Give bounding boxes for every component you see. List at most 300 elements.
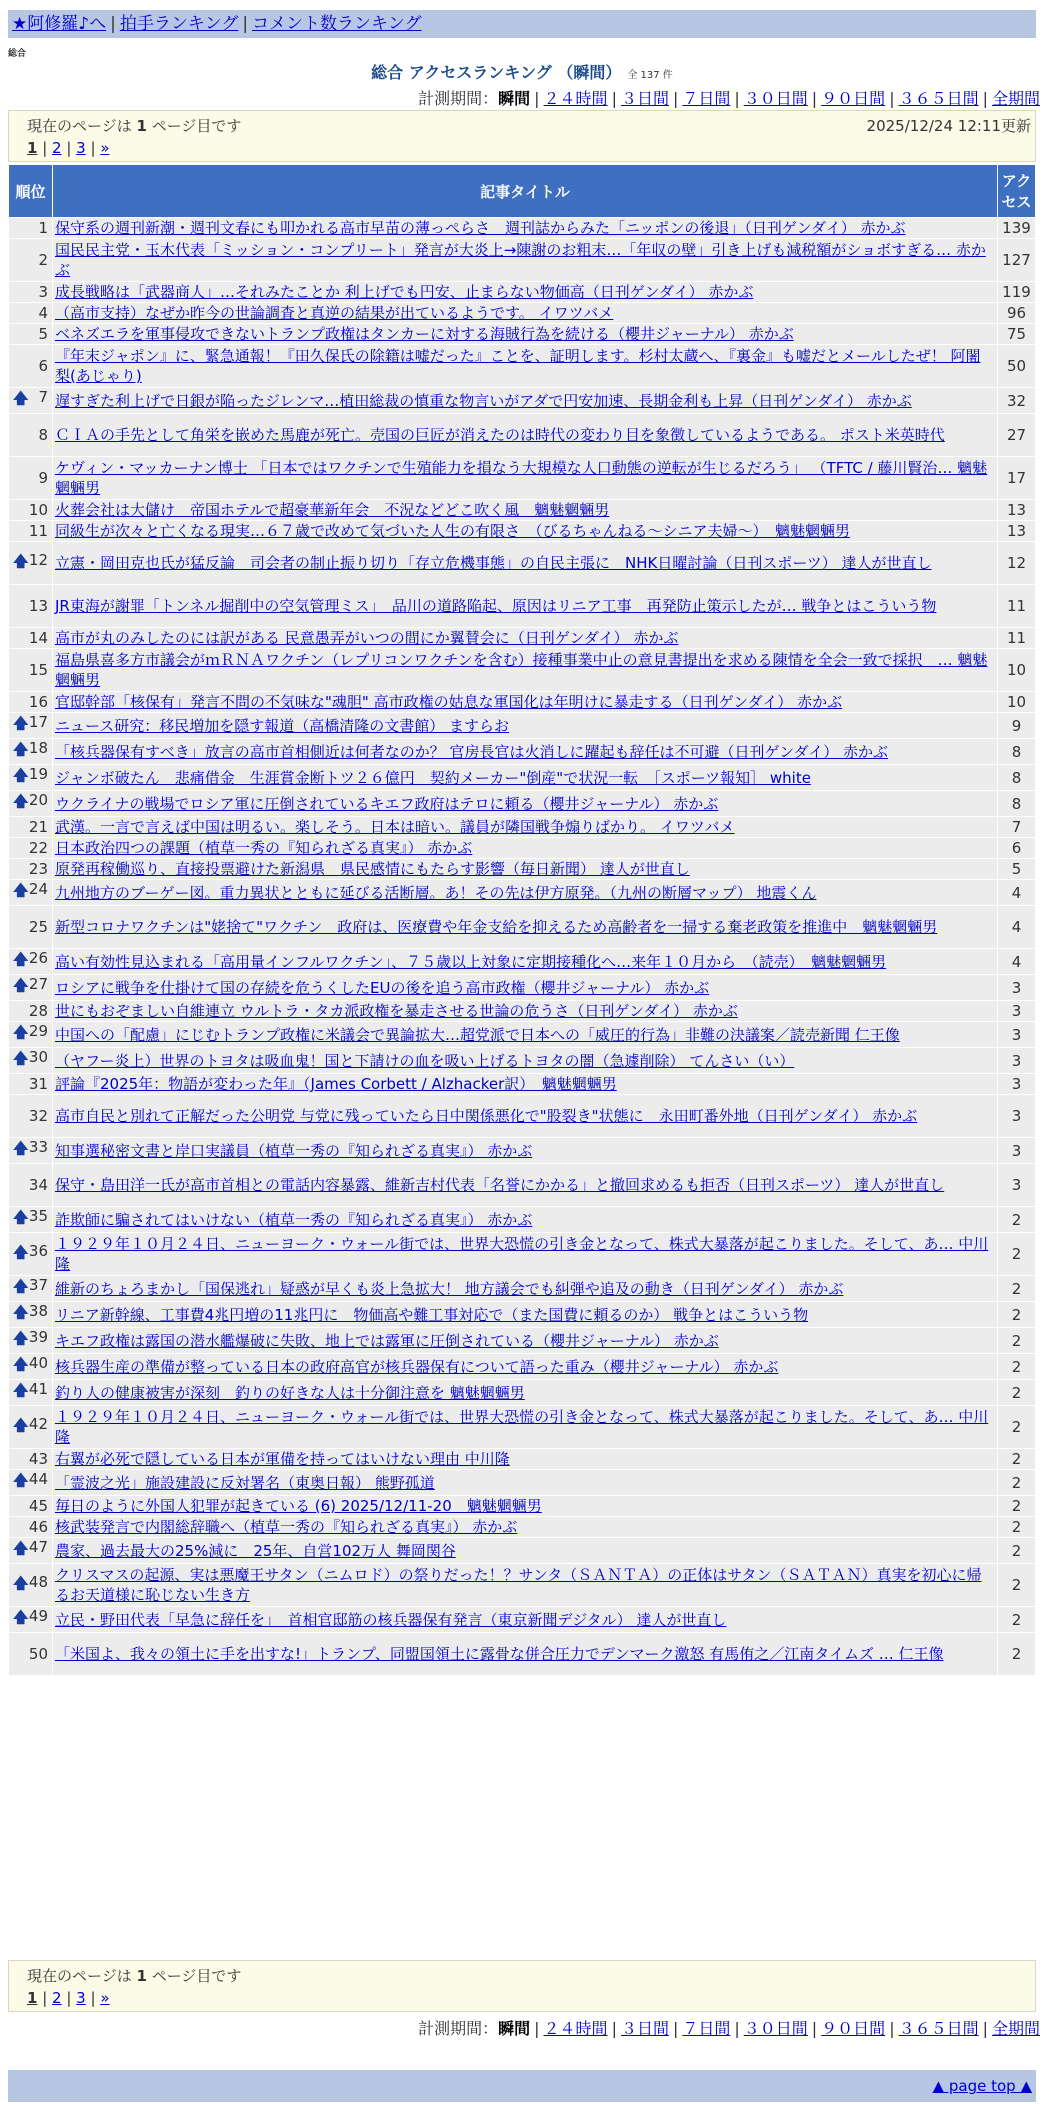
article-link[interactable]: 日本政治四つの課題（植草一秀の『知られざる真実』） 赤かぶ [55,839,473,857]
rank-cell [9,791,53,817]
period-label: 計測期間： [418,89,499,108]
rank-cell [9,1607,53,1633]
rank-number: 10 [28,501,48,519]
table-row [9,1207,1036,1233]
pager-current: 1 [27,139,38,157]
period-selector-top [418,86,1040,109]
access-count: 13 [998,521,1036,542]
rank-cell [9,739,53,765]
article-link[interactable]: 維新のちょろまかし「国保逃れ」疑惑が早くも炎上急拡大！ 地方議会でも糾弾や追及の動き（日刊ゲンダイ） 赤かぶ [55,1279,844,1298]
rank-number: 8 [38,426,48,444]
rank-cell [9,1406,53,1449]
period-option-2[interactable]: ７日間 [682,2019,731,2038]
period-option-0[interactable]: ２４時間 [543,2019,608,2038]
period-option-1[interactable]: ３日間 [620,89,669,108]
period-option-5[interactable]: ３６５日間 [898,2019,979,2038]
rank-cell [9,713,53,739]
access-count: 127 [998,239,1036,282]
up-arrow-icon: 🡅 [13,1208,29,1226]
article-link[interactable]: 中国への「配慮」にじむトランプ政権に米議会で異論拡大…超党派で日本への「威圧的行為」非難の決議案／読売新聞 仁王像 [55,1025,900,1044]
access-count: 32 [998,388,1036,414]
period-option-6[interactable]: 全期間 [991,89,1040,108]
article-link[interactable]: 右翼が必死で隠している日本が軍備を持ってはいけない理由 中川隆 [55,1450,510,1468]
rank-cell [9,345,53,388]
title-cell [53,692,998,713]
rank-number: 30 [28,1048,48,1066]
period-option-4[interactable]: ９０日間 [821,2019,886,2038]
rank-cell [9,628,53,649]
access-count: 2 [998,1633,1036,1676]
article-link[interactable]: 国民民主党・玉木代表「ミッション・コンプリート」発言が大炎上→陳謝のお粗末…「年収の壁」引き上げも減税額がショボすぎる… 赤かぶ [55,241,986,279]
access-count: 2 [998,1406,1036,1449]
rank-cell [9,521,53,542]
up-arrow-icon: 🡅 [13,1355,29,1373]
table-row [9,1380,1036,1406]
rank-cell [9,1022,53,1048]
rank-cell [9,1001,53,1022]
rank-number: 6 [38,357,48,375]
title-cell [53,1380,998,1406]
title-cell [53,542,998,585]
article-link[interactable]: 九州地方のブーゲー図。重力異状とともに延びる活断層。あ！その先は伊方原発。（九州の断層マップ） 地震くん [55,883,817,902]
article-link[interactable]: １９２９年１０月２４日、ニューヨーク・ウォール街では、世界大恐慌の引き金となって、株式大暴落が起こりました。そして、あ… 中川隆 [55,1235,989,1273]
rank-number: 27 [28,975,48,993]
article-link[interactable]: 詐欺師に騙されてはいけない（植草一秀の『知られざる真実』） 赤かぶ [55,1210,533,1229]
access-count: 10 [998,649,1036,692]
rank-cell [9,1354,53,1380]
period-option-3[interactable]: ３０日間 [743,2019,808,2038]
rank-cell [9,1048,53,1074]
separator: | [611,2019,617,2038]
pager-current: 1 [27,1989,38,2007]
rank-cell [9,1164,53,1207]
pager-link-2[interactable]: 2 [52,139,62,157]
up-arrow-icon: 🡅 [13,1573,29,1592]
period-label: 計測期間： [418,2019,499,2038]
article-link[interactable]: 同級生が次々と亡くなる現実…６７歳で改めて気づいた人生の有限さ （びるちゃんねる〜シニア夫婦〜） 魑魅魍魎男 [55,522,851,540]
table-row [9,1095,1036,1138]
page-text-prefix: 現在のページは [27,117,137,135]
access-count: 9 [998,713,1036,739]
title-cell [53,628,998,649]
article-link[interactable]: 世にもおぞましい自維連立 ウルトラ・タカ派政権を暴走させる世論の危うさ（日刊ゲンダイ） 赤かぶ [55,1002,738,1020]
title-cell [53,791,998,817]
access-count: 3 [998,1022,1036,1048]
rank-number: 19 [28,765,48,783]
article-link[interactable]: （高市支持）なぜか昨今の世論調査と真逆の結果が出ているようです。 イワツバメ [55,304,614,322]
rank-cell [9,1564,53,1607]
rank-number: 43 [28,1450,48,1468]
separator: | [534,2019,540,2038]
period-option-5[interactable]: ３６５日間 [898,89,979,108]
article-link[interactable]: 遅すぎた利上げで日銀が陥ったジレンマ…植田総裁の慎重な物言いがアダで円安加速、長期金利も上昇（日刊ゲンダイ） 赤かぶ [55,391,912,410]
article-link[interactable]: 「米国よ、我々の領土に手を出すな!」トランプ、同盟国領土に露骨な併合圧力でデンマーク激怒 有馬侑之／江南タイムズ … 仁王像 [55,1645,944,1663]
rank-cell [9,1207,53,1233]
title-cell [53,1328,998,1354]
rank-cell [9,585,53,628]
access-count: 27 [998,414,1036,457]
title-cell [53,838,998,859]
rank-cell [9,239,53,282]
article-link[interactable]: キエフ政権は露国の潜水艦爆破に失敗、地上では露軍に圧倒されている（櫻井ジャーナル） 赤かぶ [55,1331,719,1350]
table-row [9,791,1036,817]
title-cell [53,324,998,345]
page-status [27,115,241,136]
title-cell [53,1207,998,1233]
rank-cell [9,1328,53,1354]
title-cell [53,1074,998,1095]
rank-cell [9,1470,53,1496]
article-link[interactable]: 立憲・岡田克也氏が猛反論 司会者の制止振り切り「存立危機事態」の自民主張に NHK日曜討論（日刊スポーツ） 達人が世直し [55,554,932,572]
separator: | [37,139,53,157]
rank-number: 34 [28,1176,48,1194]
rank-number: 7 [38,388,48,406]
title-cell [53,1449,998,1470]
access-count: 5 [998,859,1036,880]
access-count: 2 [998,1607,1036,1633]
pager-next[interactable]: » [100,139,110,157]
nav-link-comment-ranking[interactable]: コメント数ランキング [252,14,422,34]
rank-cell [9,765,53,791]
rank-number: 45 [28,1497,48,1515]
access-count: 7 [998,817,1036,838]
title-cell [53,949,998,975]
separator: | [734,2019,740,2038]
table-row [9,457,1036,500]
article-link[interactable]: 『年末ジャポン』に、緊急通報！『田久保氏の除籍は嘘だった』ことを、証明します。杉村太蔵へ、『裏金』も嘘だとメールしたぜ！ 阿闍梨(あじゃり) [55,347,981,385]
article-link[interactable]: 評論『2025年：物語が変わった年』（James Corbett / Alzhacker訳） 魑魅魍魎男 [55,1075,617,1093]
updated-time: 2025/12/24 12:11更新 [866,117,1031,135]
access-count: 2 [998,1564,1036,1607]
page-text-suffix: ページ目です [146,117,242,135]
up-arrow-icon: 🡅 [13,714,29,732]
rank-number: 31 [28,1075,48,1093]
separator: | [85,139,101,157]
rank-number: 39 [28,1328,48,1346]
rank-number: 21 [28,818,48,836]
rank-number: 23 [28,860,48,878]
table-row [9,1538,1036,1564]
access-count: 3 [998,975,1036,1001]
separator: | [982,2019,988,2038]
article-link[interactable]: 新型コロナワクチンは"姥捨て"ワクチン 政府は、医療費や年金支給を抑えるため高齢者を一掃する棄老政策を推進中 魑魅魍魎男 [55,918,938,936]
article-link[interactable]: 成長戦略は「武器商人」…それみたことか 利上げでも円安、止まらない物価高（日刊ゲンダイ） 赤かぶ [55,283,754,301]
separator: | [734,89,740,108]
title-cell [53,1564,998,1607]
rank-number: 14 [28,629,48,647]
table-row [9,1449,1036,1470]
rank-number: 42 [28,1414,48,1433]
access-count: 3 [998,1048,1036,1074]
up-arrow-icon: 🡅 [13,551,29,570]
access-count: 50 [998,345,1036,388]
rank-number: 22 [28,839,48,857]
rank-cell [9,1095,53,1138]
separator: | [534,89,540,108]
article-link[interactable]: 毎日のように外国人犯罪が起きている (6) 2025/12/11-20 魑魅魍魎男 [55,1497,542,1515]
article-link[interactable]: リニア新幹線、工事費4兆円増の11兆円に 物価高や難工事対応で（また国費に頼るのか） 戦争とはこういう物 [55,1305,809,1324]
rank-number: 5 [38,325,48,343]
article-link[interactable]: JR東海が謝罪「トンネル掘削中の空気管理ミス」 品川の道路陥起、原因はリニア工事 再発防止策示したが… 戦争とはこういう物 [55,597,937,615]
rank-number: 40 [28,1354,48,1372]
period-current: 瞬間 [498,2019,531,2038]
table-row [9,282,1036,303]
rank-cell [9,1074,53,1095]
article-link[interactable]: 知事選秘密文書と岸口実議員（植草一秀の『知られざる真実』） 赤かぶ [55,1141,533,1160]
article-link[interactable]: ベネズエラを軍事侵攻できないトランプ政権はタンカーに対する海賊行為を続ける（櫻井ジャーナル） 赤かぶ [55,325,794,343]
access-count: 119 [998,282,1036,303]
table-row [9,1001,1036,1022]
rank-cell [9,500,53,521]
rank-cell [9,692,53,713]
rank-number: 24 [28,880,48,898]
article-link[interactable]: ケヴィン・マッカーナン博士 「日本ではワクチンで生殖能力を損なう大規模な人口動態の逆転が生じるだろう」 （TFTC / 藤川賢治… 魑魅魍魎男 [55,459,988,497]
header-access: アクセス [998,165,1036,218]
rank-number: 37 [28,1276,48,1294]
rank-number: 44 [28,1470,48,1488]
rank-cell [9,303,53,324]
access-count: 2 [998,1233,1036,1276]
ranking-count: 全 137 件 [627,70,673,81]
access-count: 2 [998,1517,1036,1538]
page-text-suffix: ページ目です [146,1967,242,1985]
table-row [9,1328,1036,1354]
title-cell [53,1470,998,1496]
rank-cell [9,817,53,838]
access-count: 10 [998,692,1036,713]
pager-link-3[interactable]: 3 [76,1989,86,2007]
access-count: 75 [998,324,1036,345]
title-cell [53,1633,998,1676]
period-option-4[interactable]: ９０日間 [821,89,886,108]
table-row [9,1074,1036,1095]
top-nav-bar: ★阿修羅♪へ | 拍手ランキング | コメント数ランキング [8,10,1036,38]
title-cell [53,1233,998,1276]
rank-number: 36 [28,1241,48,1260]
table-header-row [9,165,1036,218]
table-row [9,1517,1036,1538]
rank-number: 50 [28,1645,48,1663]
rank-number: 28 [28,1002,48,1020]
title-cell [53,765,998,791]
table-row [9,388,1036,414]
title-cell [53,649,998,692]
rank-cell [9,880,53,906]
section-label: 総合 [8,49,27,59]
article-link[interactable]: 核武装発言で内閣総辞職へ（植草一秀の『知られざる真実』） 赤かぶ [55,1518,518,1536]
title-cell [53,239,998,282]
access-count: 2 [998,1354,1036,1380]
separator: | [672,89,679,108]
article-link[interactable]: ＣＩＡの手先として角栄を嵌めた馬鹿が死亡。売国の巨匠が消えたのは時代の変わり目を象徴しているようである。 ポスト米英時代 [55,426,945,444]
access-count: 17 [998,457,1036,500]
article-link[interactable]: 「核兵器保有すべき」放言の高市首相側近は何者なのか？ 官房長官は火消しに躍起も辞任は不可避（日刊ゲンダイ） 赤かぶ [55,742,889,761]
rank-cell [9,1380,53,1406]
table-row [9,838,1036,859]
article-link[interactable]: （ヤフー炎上）世界のトヨタは吸血鬼！国と下請けの血を吸い上げるトヨタの闇（急遽削除） てんさい（い） [55,1051,795,1070]
access-count: 4 [998,880,1036,906]
pager-next[interactable]: » [100,1989,110,2007]
article-link[interactable]: 釣り人の健康被害が深刻 釣りの好きな人は十分御注意を 魑魅魍魎男 [55,1383,525,1402]
up-arrow-icon: 🡅 [13,766,29,784]
rank-number: 17 [28,713,48,731]
access-count: 4 [998,949,1036,975]
period-option-6[interactable]: 全期間 [991,2019,1040,2038]
table-row [9,692,1036,713]
article-link[interactable]: 武漢。一言で言えば中国は明るい。楽しそう。日本は暗い。議員が隣国戦争煽りばかり。 イワツバメ [55,818,735,836]
table-row [9,739,1036,765]
article-link[interactable]: ロシアに戦争を仕掛けて国の存続を危うくしたEUの後を追う高市政権（櫻井ジャーナル） 赤かぶ [55,978,710,997]
pager-top [27,139,110,157]
up-arrow-icon: 🡅 [13,1049,29,1067]
rank-cell [9,388,53,414]
up-arrow-icon: 🡅 [13,1303,29,1321]
rank-number: 11 [28,522,48,540]
article-link[interactable]: 立民・野田代表「早急に辞任を」 首相官邸筋の核兵器保有発言（東京新聞デジタル） 達人が世直し [55,1610,727,1629]
pager-link-3[interactable]: 3 [76,139,86,157]
period-option-2[interactable]: ７日間 [682,89,731,108]
rank-cell [9,649,53,692]
title-cell [53,817,998,838]
title-cell [53,388,998,414]
article-link[interactable]: 高市が丸のみしたのには訳がある 民意愚弄がいつの間にか翼賛会に（日刊ゲンダイ） 赤かぶ [55,629,679,647]
rank-cell [9,324,53,345]
table-row [9,859,1036,880]
article-link[interactable]: 高い有効性見込まれる「高用量インフルワクチン」、７５歳以上対象に定期接種化へ…来年１０月から （読売） 魑魅魍魎男 [55,952,887,971]
page-top-link[interactable]: ▲ page top ▲ [932,2077,1032,2095]
separator: | [672,2019,679,2038]
table-row [9,1048,1036,1074]
ranking-table [8,164,1036,1676]
article-link[interactable]: ジャンボ破たん 悲痛借金 生涯賞金断トツ２６億円 契約メーカー"倒産"で状況一転 ［スポーツ報知］ white [55,768,811,787]
title-cell [53,585,998,628]
article-link[interactable]: クリスマスの起源、実は悪魔王サタン（ニムロド）の祭りだった！？サンタ（ＳＡＮＴＡ）の正体はサタン（ＳＡＴＡＮ）真実を初心に帰るお天道様に恥じない生き方 [55,1566,982,1604]
title-cell [53,880,998,906]
pager-link-2[interactable]: 2 [52,1989,62,2007]
period-option-0[interactable]: ２４時間 [543,89,608,108]
title-cell [53,1496,998,1517]
up-arrow-icon: 🡅 [13,1329,29,1347]
table-row [9,906,1036,949]
rank-number: 32 [28,1107,48,1125]
article-link[interactable]: 高市自民と別れて正解だった公明党 与党に残っていたら日中関係悪化で"股裂き"状態に 永田町番外地（日刊ゲンダイ） 赤かぶ [55,1107,918,1125]
up-arrow-icon: 🡅 [13,1471,29,1489]
rank-number: 41 [28,1380,48,1398]
up-arrow-icon: 🡅 [13,1242,29,1261]
table-row [9,1276,1036,1302]
nav-link-clap-ranking[interactable]: 拍手ランキング [119,14,239,34]
period-selector-bottom [418,2016,1040,2039]
rank-number: 3 [38,283,48,301]
title-cell [53,739,998,765]
access-count: 3 [998,1095,1036,1138]
table-row [9,324,1036,345]
period-current: 瞬間 [498,89,531,108]
separator: | [37,1989,53,2007]
table-row [9,585,1036,628]
title-cell [53,1001,998,1022]
title-cell [53,1276,998,1302]
rank-number: 33 [28,1138,48,1156]
separator: | [61,139,77,157]
article-link[interactable]: 農家、過去最大の25%減に 25年、自営102万人 舞岡関谷 [55,1541,456,1560]
article-link[interactable]: ニュース研究：移民増加を隠す報道（高橋清隆の文書館） ますらお [55,716,510,735]
table-row [9,1164,1036,1207]
title-cell [53,1517,998,1538]
access-count: 6 [998,838,1036,859]
table-row [9,1406,1036,1449]
rank-number: 1 [38,219,48,237]
rank-cell [9,1276,53,1302]
rank-number: 20 [28,791,48,809]
title-cell [53,500,998,521]
title-cell [53,1406,998,1449]
rank-cell [9,859,53,880]
article-link[interactable]: 核兵器生産の準備が整っている日本の政府高官が核兵器保有について語った重み（櫻井ジャーナル） 赤かぶ [55,1357,779,1376]
table-row [9,1470,1036,1496]
rank-cell [9,906,53,949]
article-link[interactable]: 火葬会社は大儲け 帝国ホテルで超豪華新年会 不況などどこ吹く風 魑魅魍魎男 [55,501,610,519]
pager-bottom [27,1989,110,2007]
title-cell [53,1302,998,1328]
rank-cell [9,1633,53,1676]
article-link[interactable]: ウクライナの戦場でロシア軍に圧倒されているキエフ政府はテロに頼る（櫻井ジャーナル） 赤かぶ [55,794,719,813]
table-row [9,1633,1036,1676]
article-link[interactable]: 保守系の週刊新潮・週刊文春にも叩かれる高市早苗の薄っぺらさ 週刊誌からみた「ニッポンの後退」（日刊ゲンダイ） 赤かぶ [55,219,906,237]
article-link[interactable]: 原発再稼働巡り、直接投票避けた新潟県 県民感情にもたらす影響（毎日新聞） 達人が世直し [55,860,690,878]
table-row [9,975,1036,1001]
access-count: 3 [998,1138,1036,1164]
title-cell [53,975,998,1001]
rank-cell [9,838,53,859]
table-row [9,303,1036,324]
article-link[interactable]: 福島県喜多方市議会がｍＲＮＡワクチン（レプリコンワクチンを含む）接種事業中止の意見書提出を求める陳情を全会一致で採択 … 魑魅魍魎男 [55,651,988,689]
period-option-3[interactable]: ３０日間 [743,89,808,108]
title-cell [53,1048,998,1074]
access-count: 2 [998,1449,1036,1470]
article-link[interactable]: 保守・島田洋一氏が高市首相との電話内容暴露、維新吉村代表「名誉にかかる」と撤回求めるも拒否（日刊スポーツ） 達人が世直し [55,1176,945,1194]
rank-cell [9,542,53,585]
access-count: 2 [998,1328,1036,1354]
page-text-prefix: 現在のページは [27,1967,137,1985]
access-count: 2 [998,1380,1036,1406]
title-cell [53,282,998,303]
title-cell [53,218,998,239]
table-row [9,542,1036,585]
article-link[interactable]: 官邸幹部「核保有」発言不問の不気味な"魂胆" 高市政権の姑息な軍国化は年明けに暴走する（日刊ゲンダイ） 赤かぶ [55,693,843,711]
title-cell [53,1095,998,1138]
page-number: 1 [136,1967,147,1985]
article-link[interactable]: 「霊波之光」施設建設に反対署名（東奥日報） 熊野孤道 [55,1473,435,1492]
access-count: 96 [998,303,1036,324]
access-count: 3 [998,1001,1036,1022]
rank-cell [9,949,53,975]
title-cell [53,1538,998,1564]
article-link[interactable]: １９２９年１０月２４日、ニューヨーク・ウォール街では、世界大恐慌の引き金となって、株式大暴落が起こりました。そして、あ… 中川隆 [55,1408,989,1446]
period-option-1[interactable]: ３日間 [620,2019,669,2038]
rank-number: 49 [28,1607,48,1625]
nav-link-home[interactable]: ★阿修羅♪へ [12,14,107,34]
rank-cell [9,1138,53,1164]
table-row [9,817,1036,838]
title-cell [53,303,998,324]
rank-cell [9,1233,53,1276]
rank-number: 2 [38,251,48,269]
access-count: 4 [998,906,1036,949]
table-row [9,1354,1036,1380]
access-count: 2 [998,1207,1036,1233]
rank-number: 47 [28,1538,48,1556]
